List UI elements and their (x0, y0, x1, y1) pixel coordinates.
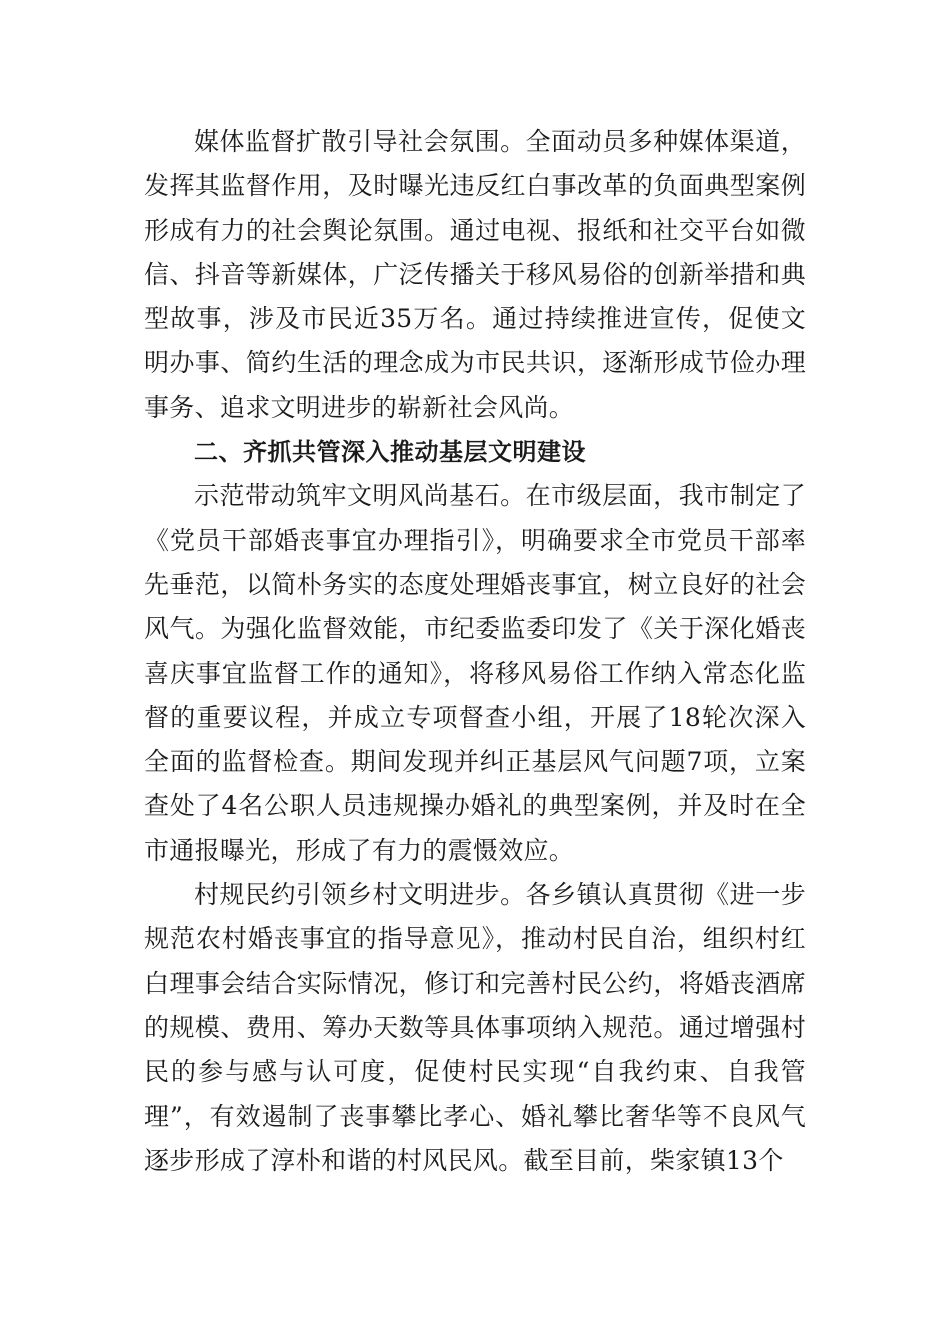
paragraph-village-rules: 村规民约引领乡村文明进步。各乡镇认真贯彻《进一步规范农村婚丧事宜的指导意见》，推动村民自治，组织村红白理事会结合实际情况，修订和完善村民公约，将婚丧酒席的规模、费用、筹办天数等具体事项纳入规范。通过增强村民的参与感与认可度，促使村民实现“自我约束、自我管理”，有效遏制了丧事攀比孝心、婚礼攀比奢华等不良风气逐步形成了淳朴和谐的村风民风。截至目前，柴家镇13个 (144, 880, 806, 1175)
document-page (144, 120, 806, 1183)
section-heading-2: 二、齐抓共管深入推动基层文明建设 (194, 438, 586, 467)
paragraph-media-supervision: 媒体监督扩散引导社会氛围。全面动员多种媒体渠道，发挥其监督作用，及时曝光违反红白事改革的负面典型案例形成有力的社会舆论氛围。通过电视、报纸和社交平台如微信、抖音等新媒体，广泛传播关于移风易俗的创新举措和典型故事，涉及市民近35万名。通过持续推进宣传，促使文明办事、简约生活的理念成为市民共识，逐渐形成节俭办理事务、追求文明进步的崭新社会风尚。 (144, 127, 806, 422)
paragraph-exemplary-leadership: 示范带动筑牢文明风尚基石。在市级层面，我市制定了《党员干部婚丧事宜办理指引》，明确要求全市党员干部率先垂范，以简朴务实的态度处理婚丧事宜，树立良好的社会风气。为强化监督效能，市纪委监委印发了《关于深化婚丧喜庆事宜监督工作的通知》，将移风易俗工作纳入常态化监督的重要议程，并成立专项督查小组，开展了18轮次深入全面的监督检查。期间发现并纠正基层风气问题7项，立案查处了4名公职人员违规操办婚礼的典型案例，并及时在全市通报曝光，形成了有力的震慑效应。 (144, 481, 806, 865)
